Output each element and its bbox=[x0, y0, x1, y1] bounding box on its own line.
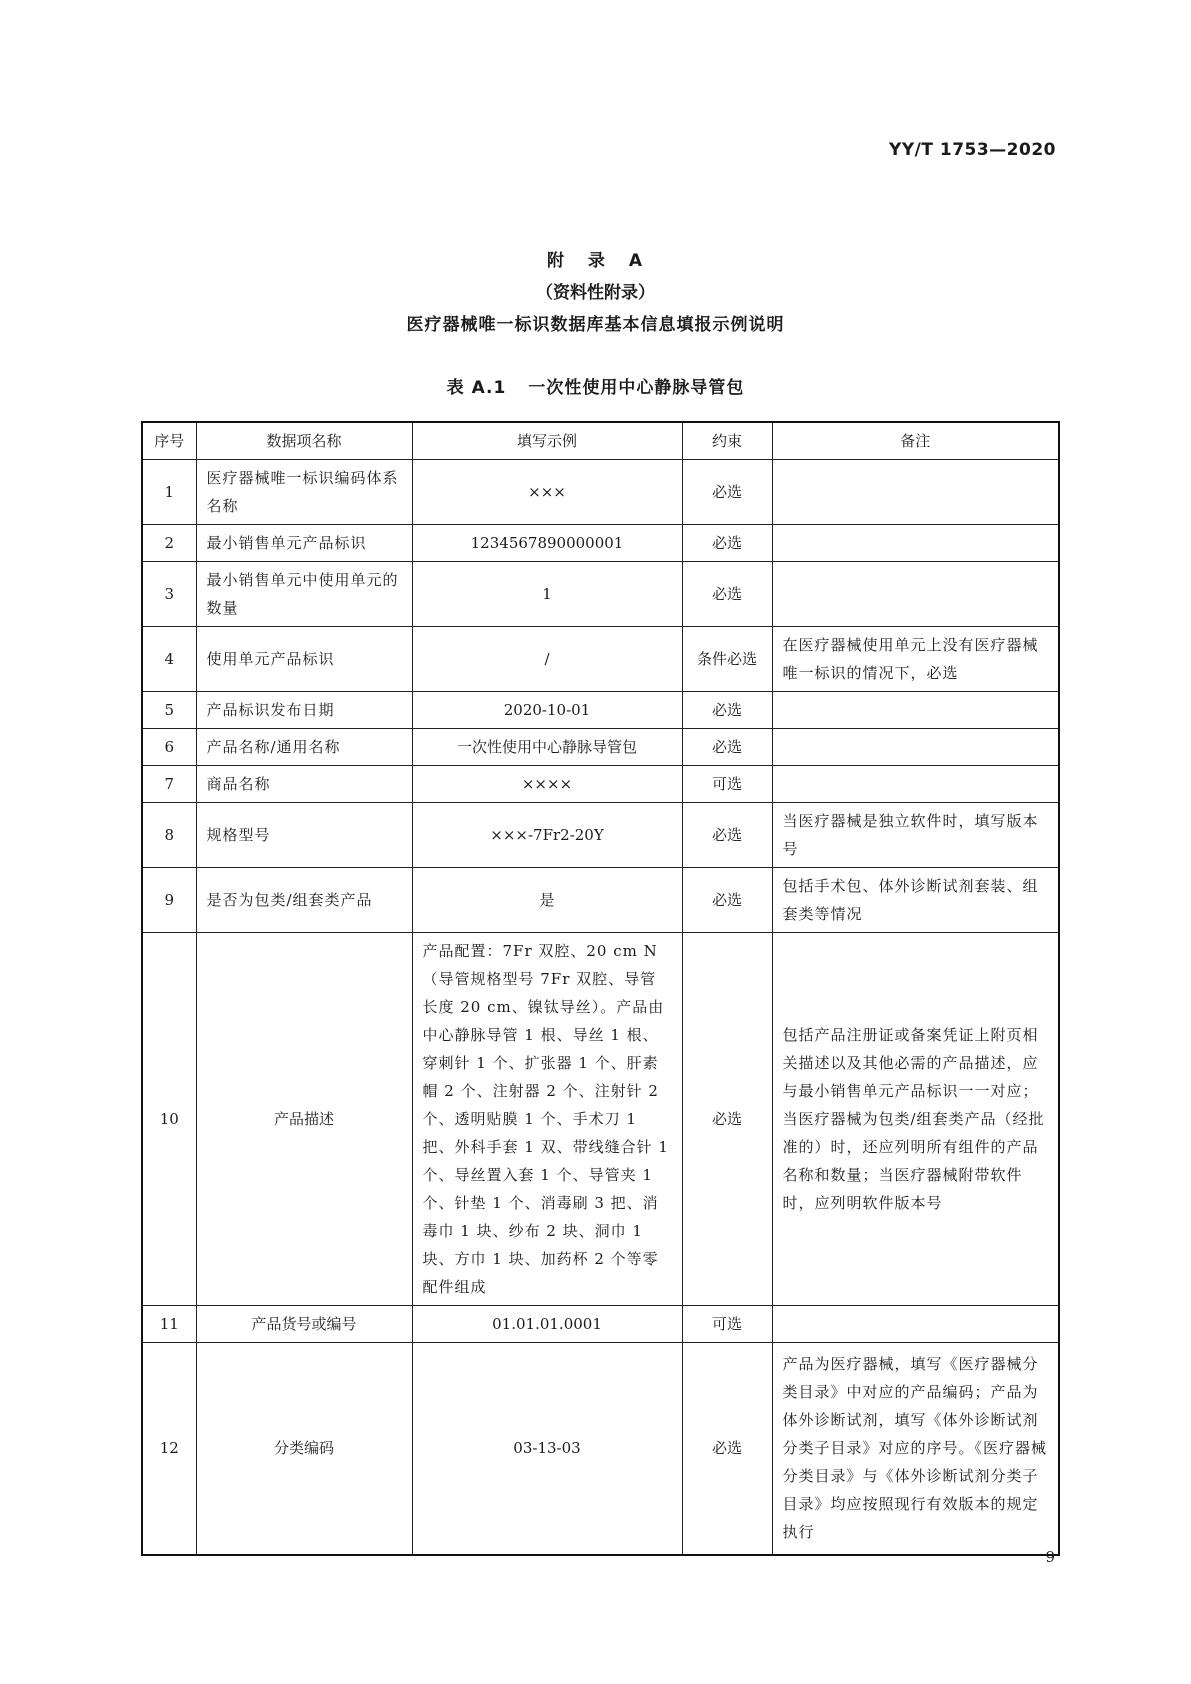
annex-title: 附 录 A bbox=[547, 251, 644, 271]
note: 包括手术包、体外诊断试剂套装、组套类等情况 bbox=[772, 868, 1059, 933]
annex-heading: 医疗器械唯一标识数据库基本信息填报示例说明 bbox=[406, 315, 785, 335]
row-number: 8 bbox=[142, 803, 196, 868]
table-row bbox=[142, 627, 1059, 692]
column-header: 约束 bbox=[682, 422, 772, 460]
example-value: ×××-7Fr2-20Y bbox=[412, 803, 682, 868]
table-row bbox=[142, 525, 1059, 562]
table-row bbox=[142, 766, 1059, 803]
example-value: ×××× bbox=[412, 766, 682, 803]
table-row bbox=[142, 868, 1059, 933]
constraint: 必选 bbox=[682, 803, 772, 868]
item-name: 分类编码 bbox=[196, 1343, 412, 1555]
item-name: 最小销售单元产品标识 bbox=[196, 525, 412, 562]
annex-kind: （资料性附录） bbox=[536, 283, 655, 303]
constraint: 可选 bbox=[682, 766, 772, 803]
note: 包括产品注册证或备案凭证上附页相关描述以及其他必需的产品描述，应与最小销售单元产品标识一一对应；当医疗器械为包类/组套类产品（经批准的）时，还应列明所有组件的产品名称和数量；当医疗器械附带软件时，应列明软件版本号 bbox=[772, 933, 1059, 1306]
note bbox=[772, 562, 1059, 627]
constraint: 必选 bbox=[682, 460, 772, 525]
example-value: 一次性使用中心静脉导管包 bbox=[412, 729, 682, 766]
constraint: 必选 bbox=[682, 933, 772, 1306]
example-value: 1 bbox=[412, 562, 682, 627]
row-number: 10 bbox=[142, 933, 196, 1306]
constraint: 必选 bbox=[682, 729, 772, 766]
note bbox=[772, 729, 1059, 766]
column-header: 数据项名称 bbox=[196, 422, 412, 460]
standard-code: YY/T 1753—2020 bbox=[889, 140, 1056, 160]
table-row bbox=[142, 562, 1059, 627]
example-value: / bbox=[412, 627, 682, 692]
table-row bbox=[142, 803, 1059, 868]
example-value: 是 bbox=[412, 868, 682, 933]
note bbox=[772, 692, 1059, 729]
item-name: 产品货号或编号 bbox=[196, 1306, 412, 1343]
table-row bbox=[142, 692, 1059, 729]
note bbox=[772, 1306, 1059, 1343]
item-name: 商品名称 bbox=[196, 766, 412, 803]
row-number: 11 bbox=[142, 1306, 196, 1343]
table-row bbox=[142, 460, 1059, 525]
table-row bbox=[142, 933, 1059, 1306]
item-name: 产品名称/通用名称 bbox=[196, 729, 412, 766]
item-name: 最小销售单元中使用单元的数量 bbox=[196, 562, 412, 627]
row-number: 3 bbox=[142, 562, 196, 627]
constraint: 条件必选 bbox=[682, 627, 772, 692]
example-value: 03-13-03 bbox=[412, 1343, 682, 1555]
table-header-row bbox=[142, 422, 1059, 460]
note: 当医疗器械是独立软件时，填写版本号 bbox=[772, 803, 1059, 868]
note bbox=[772, 525, 1059, 562]
item-name: 医疗器械唯一标识编码体系名称 bbox=[196, 460, 412, 525]
item-name: 产品描述 bbox=[196, 933, 412, 1306]
table-row bbox=[142, 1343, 1059, 1555]
row-number: 12 bbox=[142, 1343, 196, 1555]
column-header: 填写示例 bbox=[412, 422, 682, 460]
note: 在医疗器械使用单元上没有医疗器械唯一标识的情况下，必选 bbox=[772, 627, 1059, 692]
example-value: 01.01.01.0001 bbox=[412, 1306, 682, 1343]
item-name: 使用单元产品标识 bbox=[196, 627, 412, 692]
note bbox=[772, 766, 1059, 803]
page-number: 9 bbox=[1045, 1548, 1055, 1566]
item-name: 产品标识发布日期 bbox=[196, 692, 412, 729]
example-value: ××× bbox=[412, 460, 682, 525]
row-number: 1 bbox=[142, 460, 196, 525]
row-number: 6 bbox=[142, 729, 196, 766]
item-name: 是否为包类/组套类产品 bbox=[196, 868, 412, 933]
example-value: 1234567890000001 bbox=[412, 525, 682, 562]
note bbox=[772, 460, 1059, 525]
table-row bbox=[142, 1306, 1059, 1343]
column-header: 备注 bbox=[772, 422, 1059, 460]
table-caption-number: 表 A.1 bbox=[446, 378, 507, 398]
info-table bbox=[141, 421, 1060, 1556]
column-header: 序号 bbox=[142, 422, 196, 460]
constraint: 必选 bbox=[682, 1343, 772, 1555]
constraint: 可选 bbox=[682, 1306, 772, 1343]
table-caption-title: 一次性使用中心静脉导管包 bbox=[528, 378, 745, 398]
row-number: 4 bbox=[142, 627, 196, 692]
row-number: 2 bbox=[142, 525, 196, 562]
table-row bbox=[142, 729, 1059, 766]
example-value: 产品配置：7Fr 双腔、20 cm N（导管规格型号 7Fr 双腔、导管长度 20 cm、镍钛导丝）。产品由中心静脉导管 1 根、导丝 1 根、穿刺针 1 个、扩张器 1 个、肝素帽 2 个、注射器 2 个、注射针 2 个、透明贴膜 1 个、手术刀 1 把、外科手套 1 双、带线缝合针 1 个、导丝置入套 1 个、导管夹 1 个、针垫 1 个、消毒刷 3 把、消毒巾 1 块、纱布 2 块、洞巾 1 块、方巾 1 块、加药杯 2 个等零配件组成 bbox=[412, 933, 682, 1306]
constraint: 必选 bbox=[682, 525, 772, 562]
item-name: 规格型号 bbox=[196, 803, 412, 868]
constraint: 必选 bbox=[682, 562, 772, 627]
constraint: 必选 bbox=[682, 868, 772, 933]
row-number: 7 bbox=[142, 766, 196, 803]
note: 产品为医疗器械，填写《医疗器械分类目录》中对应的产品编码；产品为体外诊断试剂，填写《体外诊断试剂分类子目录》对应的序号。《医疗器械分类目录》与《体外诊断试剂分类子目录》均应按照现行有效版本的规定执行 bbox=[772, 1343, 1059, 1555]
constraint: 必选 bbox=[682, 692, 772, 729]
table-caption bbox=[0, 373, 1191, 398]
row-number: 5 bbox=[142, 692, 196, 729]
example-value: 2020-10-01 bbox=[412, 692, 682, 729]
row-number: 9 bbox=[142, 868, 196, 933]
